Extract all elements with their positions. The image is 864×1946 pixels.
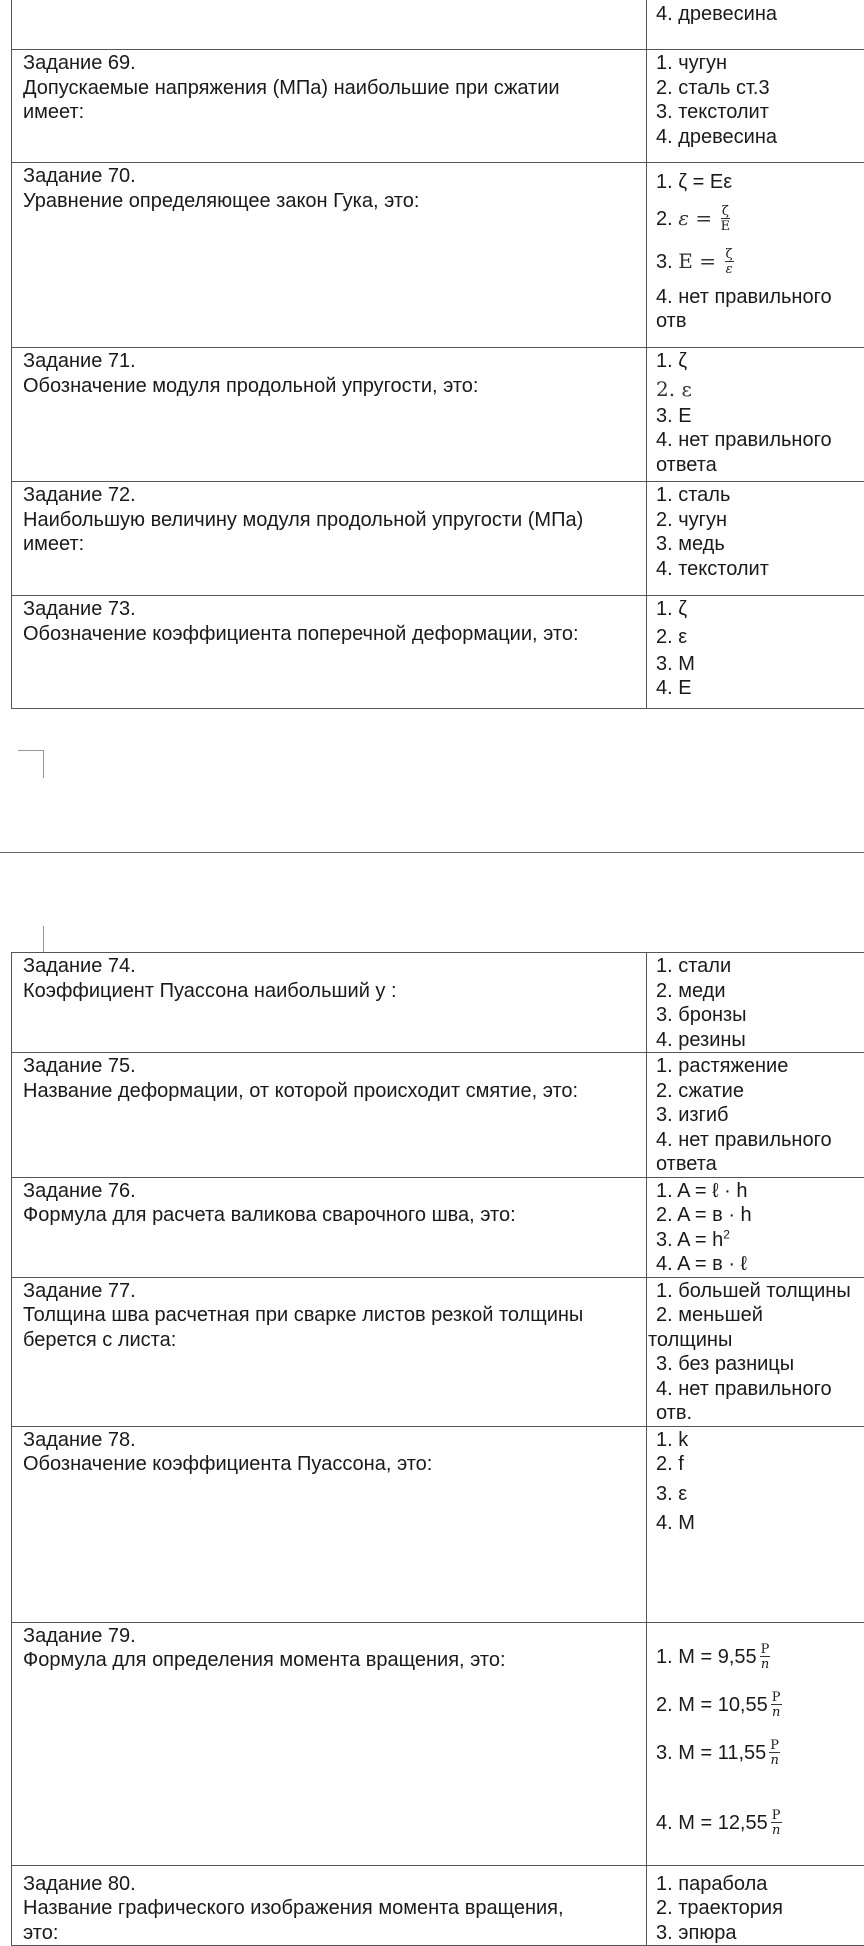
- fraction-numerator: P: [760, 1643, 771, 1657]
- fraction: [771, 1691, 782, 1719]
- question-text: имеет:: [23, 532, 646, 557]
- formula-text: 2. M = 10,55: [656, 1694, 768, 1716]
- answer-option: ответа: [656, 453, 864, 478]
- table-row: [12, 953, 864, 1053]
- answer-option: 1. k: [656, 1428, 864, 1453]
- question-text: Толщина шва расчетная при сварке листов резкой толщины: [23, 1303, 646, 1328]
- answer-option: 4. M: [656, 1511, 864, 1536]
- answer-option: 3. изгиб: [656, 1103, 864, 1128]
- fraction-denominator: n: [760, 1657, 771, 1671]
- fraction-denominator: n: [771, 1823, 782, 1837]
- answer-option: 1. растяжение: [656, 1054, 864, 1079]
- answer-option: отв.: [656, 1401, 864, 1426]
- table-row: [12, 1277, 864, 1426]
- answer-option: 1. чугун: [656, 51, 864, 76]
- question-text: берется с листа:: [23, 1328, 646, 1353]
- question-title: Задание 70.: [23, 164, 646, 189]
- fraction-denominator: n: [769, 1753, 780, 1767]
- question-text: Название графического изображения момента вращения,: [23, 1896, 646, 1921]
- question-title: Задание 80.: [23, 1872, 646, 1897]
- answer-option: 4. древесина: [656, 125, 864, 150]
- table-row: [12, 50, 864, 163]
- answer-option: 4. нет правильного: [656, 428, 864, 453]
- answer-option: 4. A = в · ℓ: [656, 1252, 864, 1277]
- page-corner-mark: [43, 926, 44, 952]
- questions-table-1: [11, 0, 864, 709]
- question-text: Формула для расчета валикова сварочного шва, это:: [23, 1203, 646, 1228]
- question-text: Коэффициент Пуассона наибольший у :: [23, 979, 646, 1004]
- answer-option: 3. без разницы: [656, 1352, 864, 1377]
- answer-option: 4. древесина: [656, 2, 864, 27]
- answer-option: 1. стали: [656, 954, 864, 979]
- table-row: [12, 1053, 864, 1178]
- questions-table-2: [11, 952, 864, 1946]
- question-text: Уравнение определяющее закон Гука, это:: [23, 189, 646, 214]
- fraction-denominator: ε: [725, 262, 734, 276]
- answer-option: 2. ε: [656, 374, 864, 404]
- answer-option: 2. f: [656, 1452, 864, 1477]
- formula-lhs: E =: [678, 249, 716, 273]
- question-text: Наибольшую величину модуля продольной упругости (МПа): [23, 508, 646, 533]
- question-title: Задание 69.: [23, 51, 646, 76]
- table-row: [12, 596, 864, 709]
- formula-text: 3. A = h: [656, 1229, 723, 1251]
- question-title: Задание 71.: [23, 349, 646, 374]
- answer-option: 4. нет правильного: [656, 285, 864, 310]
- fraction-denominator: n: [771, 1705, 782, 1719]
- formula-text: 4. M = 12,55: [656, 1812, 768, 1834]
- answer-option: 3. E: [656, 404, 864, 429]
- fraction: [760, 1643, 771, 1671]
- formula-text: 3. M = 11,55: [656, 1742, 766, 1764]
- question-text: имеет:: [23, 100, 646, 125]
- answer-option: толщины: [648, 1328, 864, 1353]
- answer-option: 4. резины: [656, 1028, 864, 1053]
- fraction: [769, 1739, 780, 1767]
- question-text: Обозначение коэффициента Пуассона, это:: [23, 1452, 646, 1477]
- question-title: Задание 73.: [23, 597, 646, 622]
- table-row: [12, 348, 864, 482]
- answer-option: 4. E: [656, 676, 864, 701]
- table-row: [12, 1426, 864, 1622]
- answer-option: [656, 1633, 864, 1681]
- answer-option: 1. A = ℓ · h: [656, 1179, 864, 1204]
- fraction-numerator: ζ: [725, 248, 734, 262]
- answer-option: 3. текстолит: [656, 100, 864, 125]
- answer-option: 4. нет правильного: [656, 1128, 864, 1153]
- table-row: [12, 482, 864, 596]
- table-row: [12, 163, 864, 348]
- answer-number: 2.: [656, 208, 673, 230]
- question-text: Обозначение модуля продольной упругости, это:: [23, 374, 646, 399]
- question-text: Обозначение коэффициента поперечной деформации, это:: [23, 622, 646, 647]
- fraction-numerator: ζ: [721, 205, 731, 219]
- answer-option: 4. нет правильного: [656, 1377, 864, 1402]
- fraction: [725, 248, 734, 276]
- answer-option: 2. сталь ст.3: [656, 76, 864, 101]
- answer-option: [656, 1729, 864, 1777]
- answer-number: 3.: [656, 251, 673, 273]
- table-row: [12, 1622, 864, 1865]
- answer-option: 2. меди: [656, 979, 864, 1004]
- answer-option: 2. меньшей: [656, 1303, 864, 1328]
- answer-option: 2. сжатие: [656, 1079, 864, 1104]
- answer-option: 1. парабола: [656, 1872, 864, 1897]
- question-title: Задание 79.: [23, 1624, 646, 1649]
- formula-text: 1. M = 9,55: [656, 1646, 757, 1668]
- question-title: Задание 74.: [23, 954, 646, 979]
- question-text: это:: [23, 1921, 646, 1946]
- answer-option: 3. бронзы: [656, 1003, 864, 1028]
- question-text: Допускаемые напряжения (МПа) наибольшие при сжатии: [23, 76, 646, 101]
- answer-option: 3. M: [656, 652, 864, 677]
- answer-option: 3. ε: [656, 1477, 864, 1511]
- question-title: Задание 75.: [23, 1054, 646, 1079]
- answer-option: 2. чугун: [656, 508, 864, 533]
- answer-option: 1. большей толщины: [656, 1279, 864, 1304]
- answer-option: 1. сталь: [656, 483, 864, 508]
- answer-option: [656, 241, 864, 281]
- answer-option: 3. медь: [656, 532, 864, 557]
- answer-option: 2. траектория: [656, 1896, 864, 1921]
- table-row: [12, 1177, 864, 1277]
- fraction-denominator: E: [721, 219, 731, 233]
- fraction: [771, 1809, 782, 1837]
- answer-option: [656, 1799, 864, 1847]
- answer-option: [656, 195, 864, 241]
- fraction-numerator: P: [769, 1739, 780, 1753]
- formula-lhs: ε =: [678, 206, 712, 230]
- answer-option: ответа: [656, 1152, 864, 1177]
- table-row: [12, 0, 864, 50]
- answer-option: [656, 1681, 864, 1729]
- answer-option: 2. A = в · h: [656, 1203, 864, 1228]
- question-title: Задание 77.: [23, 1279, 646, 1304]
- question-title: Задание 72.: [23, 483, 646, 508]
- question-title: Задание 78.: [23, 1428, 646, 1453]
- fraction: [721, 205, 731, 233]
- page-corner-mark: [43, 750, 44, 778]
- fraction-numerator: P: [771, 1809, 782, 1823]
- answer-option: [656, 1228, 864, 1253]
- answer-option: 4. текстолит: [656, 557, 864, 582]
- answer-option: отв: [656, 309, 864, 334]
- answer-option: 1. ζ: [656, 597, 864, 622]
- answer-option: 1. ζ: [656, 349, 864, 374]
- question-text: Формула для определения момента вращения, это:: [23, 1648, 646, 1673]
- question-title: Задание 76.: [23, 1179, 646, 1204]
- table-row: [12, 1865, 864, 1946]
- page-corner-mark: [18, 750, 44, 751]
- answer-option: 1. ζ = Eε: [656, 170, 864, 195]
- question-text: Название деформации, от которой происходит смятие, это:: [23, 1079, 646, 1104]
- page-break-line: [0, 852, 864, 853]
- fraction-numerator: P: [771, 1691, 782, 1705]
- answer-option: 2. ε: [656, 622, 864, 652]
- answer-option: 3. эпюра: [656, 1921, 864, 1946]
- exponent: 2: [723, 1227, 730, 1241]
